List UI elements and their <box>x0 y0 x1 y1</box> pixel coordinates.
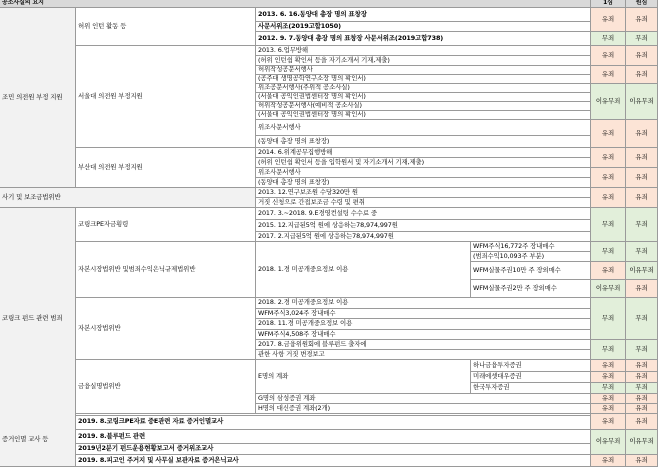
charge-cell: 2019년2분기 펀드운용현황보고서 증거위조교사 <box>76 444 591 455</box>
charge-cell: (서울대 공익인권법센터장 명의 확인서) <box>256 93 591 102</box>
first-instance-verdict: 유죄 <box>591 120 626 148</box>
charge-cell: 2017. 8.금융위원회에 블루펀드 출자에 <box>256 340 591 350</box>
first-instance-verdict: 유죄 <box>591 360 626 372</box>
appeal-verdict: 유죄 <box>626 372 658 383</box>
first-instance-verdict: 무죄 <box>591 32 626 46</box>
header-first-instance: 1심 <box>591 0 626 8</box>
header-appeal: 원심 <box>626 0 658 8</box>
charge-cell: 증거인멸 교사 등 <box>0 414 76 467</box>
charge-cell: (범죄수익10,093주 부분) <box>471 252 591 262</box>
appeal-verdict: 무죄 <box>626 383 658 394</box>
charge-cell: WFM주식4,508주 장내매수 <box>256 330 591 340</box>
charge-cell: 자본시장법위반 <box>76 298 256 360</box>
first-instance-verdict: 유죄 <box>591 168 626 188</box>
appeal-verdict: 무죄 <box>626 242 658 262</box>
charge-cell: G명의 삼성증권 계좌 <box>256 394 591 404</box>
appeal-verdict: 유죄 <box>626 46 658 66</box>
charge-cell: 허위작성공문서행사(예비적 공소사실) <box>256 102 591 111</box>
charge-cell: 거짓 신청으로 간접보조금 수령 및 편취 <box>256 198 591 208</box>
charge-cell: 자본시장법위반 및범죄수익은닉규제법위반 <box>76 242 256 298</box>
first-instance-verdict: 유죄 <box>591 188 626 208</box>
first-instance-verdict: 유죄 <box>591 262 626 280</box>
charge-cell: 2013. 6.업무방해 <box>256 46 591 56</box>
charge-cell: 2017. 3.~2018. 9.E경영컨설팅 수수료 중 <box>256 208 591 220</box>
charge-cell: (동양대 총장 명의 표창장) <box>256 178 591 188</box>
charge-cell: WFM실물주권10만 주 장외매수 <box>471 262 591 280</box>
appeal-verdict: 이유무죄 <box>626 84 658 120</box>
appeal-verdict: 유죄 <box>626 120 658 148</box>
appeal-verdict: 무죄 <box>626 340 658 360</box>
first-instance-verdict: 무죄 <box>591 242 626 262</box>
charge-cell: 사문서위조(2019고합1050) <box>256 22 591 32</box>
first-instance-verdict: 무죄 <box>591 208 626 242</box>
charge-cell: 2019. 8.코링크PE자료 중E관련 자료 증거인멸교사 <box>76 414 591 430</box>
charge-cell: 위조공문서행사(주위적 공소사실) <box>256 84 591 93</box>
first-instance-verdict: 무죄 <box>591 340 626 360</box>
first-instance-verdict: 유죄 <box>591 372 626 383</box>
appeal-verdict: 유죄 <box>626 414 658 430</box>
charge-cell: 사기 및 보조금법위반 <box>0 188 256 208</box>
appeal-verdict: 유죄 <box>626 8 658 32</box>
appeal-verdict: 유죄 <box>626 394 658 404</box>
charge-cell: WFM주식16,772주 장내매수 <box>471 242 591 252</box>
charge-cell: 위조사문서행사 <box>256 120 591 136</box>
charge-cell: 2019. 8.피고인 주거지 및 사무실 보관자료 증거은닉교사 <box>76 455 591 467</box>
charge-cell: (허위 인턴쉽 확인서 등을 자기소개서 기재,제출) <box>256 56 591 66</box>
charge-cell: 미래에셋대우증권 <box>471 372 591 383</box>
first-instance-verdict: 유죄 <box>591 148 626 168</box>
charge-cell: 2018. 11.경 미공개중요정보 이용 <box>256 319 591 330</box>
appeal-verdict: 유죄 <box>626 360 658 372</box>
first-instance-verdict: 유죄 <box>591 8 626 32</box>
charge-cell: 금융실명법위반 <box>76 360 256 414</box>
charge-cell: 관한 사항 거짓 변경보고 <box>256 350 591 360</box>
charge-cell: WFM실물주권2만 주 장외매수 <box>471 280 591 298</box>
charge-cell: 2018. 2.경 미공개중요정보 이용 <box>256 298 591 309</box>
charge-cell: E명의 계좌 <box>256 360 471 394</box>
appeal-verdict: 유죄 <box>626 188 658 208</box>
appeal-verdict: 유죄 <box>626 455 658 467</box>
charge-cell: 한국투자증권 <box>471 383 591 394</box>
first-instance-verdict: 이유무죄 <box>591 84 626 120</box>
appeal-verdict: 이유무죄 <box>626 262 658 280</box>
charge-cell: 허위작성공문서행사 <box>256 66 591 75</box>
appeal-verdict: 무죄 <box>626 208 658 242</box>
charge-cell: 서울대 의전원 부정지원 <box>76 46 256 148</box>
appeal-verdict: 무죄 <box>626 298 658 340</box>
first-instance-verdict: 이유무죄 <box>591 280 626 298</box>
first-instance-verdict: 무죄 <box>591 383 626 394</box>
charge-cell: 코링크PE자금횡령 <box>76 208 256 242</box>
appeal-verdict: 이유무죄 <box>626 430 658 455</box>
appeal-verdict: 무죄 <box>626 32 658 46</box>
charge-cell: 2014. 6.위계공무집행방해 <box>256 148 591 158</box>
charge-cell: 2017. 2.지급된5억 원에 상응하는78,974,997원 <box>256 232 591 242</box>
charge-cell: 2015. 12.지급된5억 원에 상응하는78,974,997원 <box>256 220 591 232</box>
appeal-verdict: 유죄 <box>626 148 658 168</box>
first-instance-verdict: 유죄 <box>591 455 626 467</box>
charge-cell: 2018. 1.경 미공개중요정보 이용 <box>256 242 471 298</box>
first-instance-verdict: 유죄 <box>591 46 626 66</box>
charge-cell: 조민 의전원 부정 지원 <box>0 8 76 188</box>
charge-cell: (공주대 생명공학연구소장 명의 확인서) <box>256 75 591 84</box>
first-instance-verdict: 무죄 <box>591 298 626 340</box>
charge-cell: (동양대 총장 명의 표창장) <box>256 136 591 148</box>
first-instance-verdict: 유죄 <box>591 66 626 84</box>
charge-cell: 2019. 8.블루펀드 관련 <box>76 430 591 444</box>
appeal-verdict: 유죄 <box>626 280 658 298</box>
appeal-verdict: 유죄 <box>626 168 658 188</box>
charge-cell: 2013. 6. 16.동양대 총장 명의 표창장 <box>256 8 591 22</box>
first-instance-verdict: 유죄 <box>591 414 626 430</box>
charge-cell: (허위 인턴쉽 확인서 등을 입학원서 및 자기소개서 기재,제출) <box>256 158 591 168</box>
charge-cell: 하나금융투자증권 <box>471 360 591 372</box>
first-instance-verdict: 이유무죄 <box>591 430 626 455</box>
charge-cell: 허위 인턴 활동 등 <box>76 8 256 46</box>
first-instance-verdict: 유죄 <box>591 394 626 404</box>
first-instance-verdict: 유죄 <box>591 404 626 414</box>
charge-cell: 위조사문서행사 <box>256 168 591 178</box>
charge-cell: WFM주식3,024주 장내매수 <box>256 309 591 319</box>
charge-cell: 코링크 펀드 관련 범죄 <box>0 208 76 430</box>
charge-cell: H명의 대신증권 계좌(2개) <box>256 404 591 414</box>
appeal-verdict: 유죄 <box>626 66 658 84</box>
charge-cell: 2013. 12.연구보조원 수당320만 원 <box>256 188 591 198</box>
charge-cell: (서울대 공익인권법센터장 명의 확인서) <box>256 111 591 120</box>
charge-cell: 부산대 의전원 부정지원 <box>76 148 256 188</box>
charge-cell: 2012. 9. 7.동양대 총장 명의 표창장 사문서위조(2019고합738) <box>256 32 591 46</box>
appeal-verdict: 유죄 <box>626 404 658 414</box>
header-summary: 공소사실의 요지 <box>0 0 591 8</box>
